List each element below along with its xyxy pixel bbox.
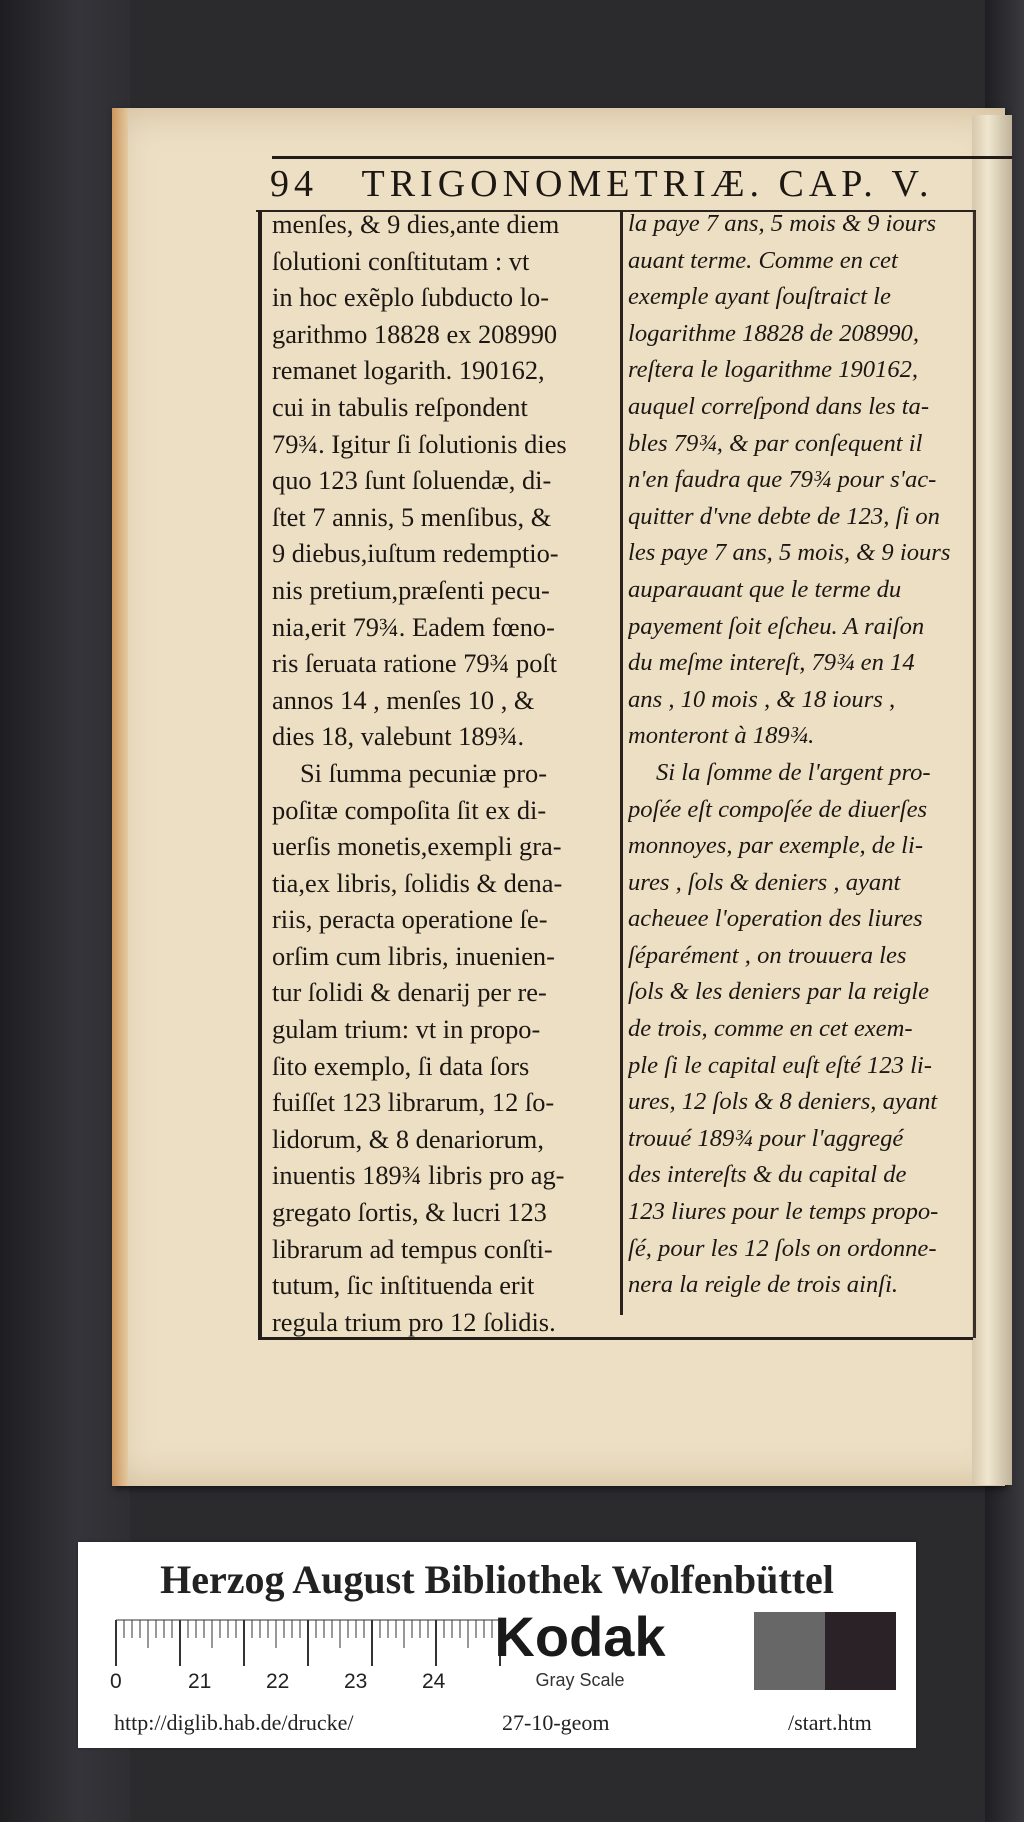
text-line: ſéparément , on trouuera les [628,941,907,969]
gray-swatch-mid [754,1612,825,1690]
color-target-card [78,1542,916,1748]
text-line: des intereſts & du capital de [628,1161,907,1189]
text-line: ple ſi le capital euſt eſté 123 li- [628,1051,932,1079]
text-line: monnoyes, par exemple, de li- [628,832,924,860]
text-line: ures , ſols & deniers , ayant [628,868,901,896]
text-line: menſes, & 9 dies,ante diem [272,209,560,239]
text-line: ans , 10 mois , & 18 iours , [628,685,896,713]
text-line: orſim cum libris, inuenien- [272,940,555,971]
text-line: annos 14 , menſes 10 , & [272,684,535,715]
text-line: monteront à 189¾. [628,722,815,750]
text-line: nia,erit 79¾. Eadem fœno- [272,611,555,642]
header-rule [272,156,1012,159]
text-line: les paye 7 ans, 5 mois, & 9 iours [628,539,951,567]
text-line: remanet logarith. 190162, [272,355,545,386]
ruler-number: 22 [266,1670,290,1693]
running-title: TRIGONOMETRIÆ. CAP. V. [361,163,934,205]
text-line: librarum ad tempus conſti- [272,1233,553,1264]
text-line: uerſis monetis,exempli gra- [272,831,562,862]
text-line: auquel correſpond dans les ta- [628,392,930,420]
text-line: quitter d'vne debte de 123, ſi on [628,502,940,530]
text-line: ſito exemplo, ſi data ſors [272,1050,530,1081]
text-line: payement ſoit eſcheu. A raiſon [628,612,925,640]
text-line: 79¾. Igitur ſi ſolutionis dies [272,428,567,459]
text-line: de trois, comme en cet exem- [628,1015,913,1043]
kodak-logo: Kodak [494,1605,666,1668]
text-line: ſtet 7 annis, 5 menſibus, & [272,501,552,532]
ruler-number: 24 [422,1670,446,1693]
text-line: ſols & les deniers par la reigle [628,978,930,1006]
text-line: fuiſſet 123 librarum, 12 ſo- [272,1087,555,1118]
gray-scale-label: Gray Scale [535,1670,625,1690]
text-line: acheuee l'operation des liures [628,905,923,933]
column-divider [620,210,623,1315]
text-line: ſé, pour les 12 ſols on ordonne- [628,1234,937,1262]
ruler-number: 23 [344,1670,368,1693]
page-edge [112,108,128,1486]
text-line: poſitæ compoſita ſit ex di- [272,794,547,825]
running-header [270,162,990,212]
text-line: reſtera le logarithme 190162, [628,356,919,384]
text-line: in hoc exẽplo ſubducto lo- [272,282,550,313]
text-line: lidorum, & 8 denariorum, [272,1123,544,1154]
frame-left-rule [258,210,262,1340]
text-line: riis, peracta operatione ſe- [272,904,548,935]
text-line: garithmo 18828 ex 208990 [272,318,558,349]
text-line: trouué 189¾ pour l'aggregé [628,1124,904,1152]
text-line: exemple ayant ſouſtraict le [628,283,891,311]
text-line: gregato ſortis, & lucri 123 [272,1197,547,1228]
page-number: 94 [270,163,318,205]
text-line: tia,ex libris, ſolidis & dena- [272,867,563,898]
text-line: dies 18, valebunt 189¾. [272,721,525,752]
text-line: ris ſeruata ratione 79¾ poſt [272,648,558,679]
text-line: inuentis 189¾ libris pro ag- [272,1160,565,1191]
text-line: regula trium pro 12 ſolidis. [272,1306,556,1337]
url-right: /start.htm [788,1710,872,1735]
text-line: 123 liures pour le temps propo- [628,1198,939,1226]
text-line: la paye 7 ans, 5 mois & 9 iours [628,210,937,237]
text-line: logarithme 18828 de 208990, [628,319,920,347]
text-line: Si la ſomme de l'argent pro- [656,758,931,786]
ruler-number: 21 [188,1670,212,1693]
gray-swatch-dark [825,1612,896,1690]
ruler-numbers [110,1670,510,1700]
text-line: ures, 12 ſols & 8 deniers, ayant [628,1088,938,1116]
text-line: tur ſolidi & denarij per re- [272,977,547,1008]
latin-column [272,206,618,1340]
text-line: cui in tabulis reſpondent [272,391,528,422]
text-line: tutum, ſic inſtituenda erit [272,1270,535,1301]
french-column [628,206,983,1304]
text-line: auant terme. Comme en cet [628,246,898,274]
text-line: nis pretium,præſenti pecu- [272,574,550,605]
text-line: auparauant que le terme du [628,575,902,603]
library-name: Herzog August Bibliothek Wolfenbüttel [160,1557,834,1602]
text-line: gulam trium: vt in propo- [272,1014,541,1045]
ruler-number: 0 [110,1670,122,1693]
text-line: nera la reigle de trois ainſi. [628,1271,899,1299]
text-line: Si ſumma pecuniæ pro- [300,757,548,788]
ruler-scale [112,1614,522,1672]
url-left: http://diglib.hab.de/drucke/ [114,1710,354,1735]
text-line: ſolutioni conſtitutam : vt [272,245,530,276]
text-line: bles 79¾, & par conſequent il [628,429,923,457]
text-line: du meſme intereſt, 79¾ en 14 [628,649,915,677]
text-line: 9 diebus,iuſtum redemptio- [272,538,559,569]
text-line: n'en faudra que 79¾ pour s'ac- [628,466,937,494]
text-line: poſée eſt compoſée de diuerſes [628,795,928,823]
text-line: quo 123 ſunt ſoluendæ, di- [272,465,552,496]
url-middle: 27-10-geom [502,1710,610,1735]
